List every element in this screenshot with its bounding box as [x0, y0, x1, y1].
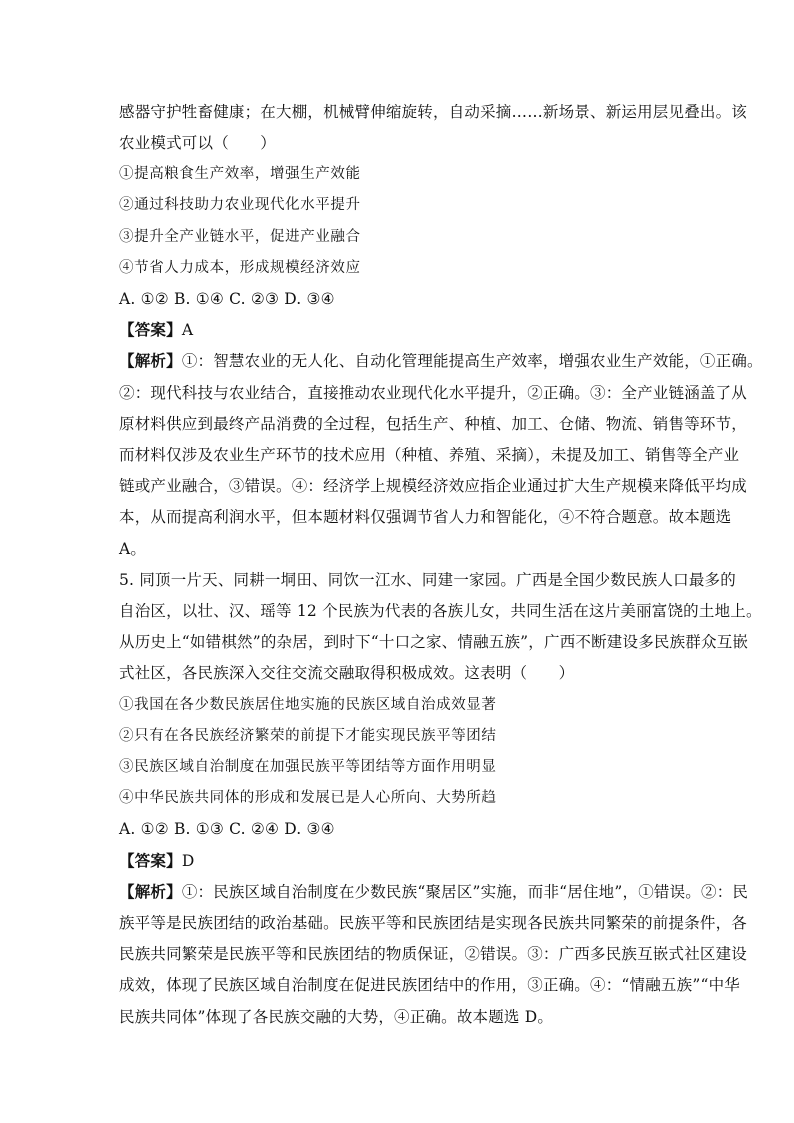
q4-analysis-line-6: 本，从而提高利润水平，但本题材料仅强调节省人力和智能化，④不符合题意。故本题选 [119, 508, 732, 526]
q4-analysis-text: ①：智慧农业的无人化、自动化管理能提高生产效率，增强农业生产效能，①正确。 [181, 352, 763, 370]
q4-answer-value: A [181, 321, 194, 339]
q5-stem-line-4: 式社区，各民族深入交往交流交融取得积极成效。这表明（ ） [119, 664, 575, 682]
q5-option-4: ④中华民族共同体的形成和发展已是人心所向、大势所趋 [119, 790, 497, 806]
q5-stem-line-1: 5. 同顶一片天、同耕一垌田、同饮一江水、同建一家园。广西是全国少数民族人口最多的 [119, 571, 736, 589]
q4-analysis-line-1 [119, 351, 763, 371]
q5-choices: A. ①② B. ①③ C. ②④ D. ③④ [119, 820, 335, 838]
q4-analysis-line-5: 链或产业融合，③错误。④：经济学上规模经济效应指企业通过扩大生产规模来降低平均成 [119, 477, 748, 495]
q5-analysis-line-2: 族平等是民族团结的政治基础。民族平等和民族团结是实现各民族共同繁荣的前提条件，各 [119, 914, 748, 932]
q5-option-1: ①我国在各少数民族居住地实施的民族区域自治成效显著 [119, 697, 497, 713]
q4-analysis-line-4: 而材料仅涉及农业生产环节的技术应用（种植、养殖、采摘），未提及加工、销售等全产业 [119, 446, 740, 464]
q5-option-3: ③民族区域自治制度在加强民族平等团结等方面作用明显 [119, 759, 497, 775]
q5-analysis-label: 【解析】 [119, 882, 182, 901]
q4-analysis-label: 【解析】 [119, 351, 182, 370]
q4-stem-line-2: 农业模式可以（ ） [119, 134, 277, 152]
q4-analysis-line-2: ②：现代科技与农业结合，直接推动农业现代化水平提升，②正确。③：全产业链涵盖了从 [119, 384, 748, 402]
q5-option-2: ②只有在各民族经济繁荣的前提下才能实现民族平等团结 [119, 728, 497, 744]
q4-answer [119, 320, 679, 340]
q5-stem-line-3: 从历史上“如错棋然”的杂居，到时下“十口之家、情融五族”，广西不断建设多民族群众互嵌 [119, 633, 749, 651]
q5-analysis-line-4: 成效，体现了民族区域自治制度在促进民族团结中的作用，③正确。④：“情融五族”“中华 [119, 976, 740, 994]
q5-answer-value: D [181, 852, 195, 870]
q4-analysis-line-7: A。 [119, 540, 147, 558]
q5-analysis-text: ①：民族区域自治制度在少数民族“聚居区”实施，而非“居住地”，①错误。②：民 [181, 883, 749, 901]
q5-analysis-line-1 [119, 882, 749, 902]
q4-option-2: ②通过科技助力农业现代化水平提升 [119, 197, 361, 213]
q5-analysis-line-3: 民族共同繁荣是民族平等和民族团结的物质保证，②错误。③：广西多民族互嵌式社区建设 [119, 945, 748, 963]
q5-answer-label: 【答案】 [119, 851, 182, 870]
q4-option-1: ①提高粮食生产效率，增强生产效能 [119, 166, 361, 182]
q4-choices: A. ①② B. ①④ C. ②③ D. ③④ [119, 290, 335, 308]
q4-stem-line-1: 感器守护牲畜健康；在大棚，机械臂伸缩旋转，自动采摘……新场景、新运用层见叠出。该 [119, 103, 748, 121]
q4-answer-label: 【答案】 [119, 320, 182, 339]
q5-answer [119, 851, 679, 871]
q4-option-3: ③提升全产业链水平，促进产业融合 [119, 229, 361, 245]
q4-analysis-line-3: 原材料供应到最终产品消费的全过程，包括生产、种植、加工、仓储、物流、销售等环节， [119, 415, 748, 433]
q4-option-4: ④节省人力成本，形成规模经济效应 [119, 260, 361, 276]
q5-analysis-line-5: 民族共同体”体现了各民族交融的大势，④正确。故本题选 D。 [119, 1008, 554, 1026]
q5-stem-line-2: 自治区，以壮、汉、瑶等 12 个民族为代表的各族儿女，共同生活在这片美丽富饶的土地上。 [119, 602, 762, 620]
